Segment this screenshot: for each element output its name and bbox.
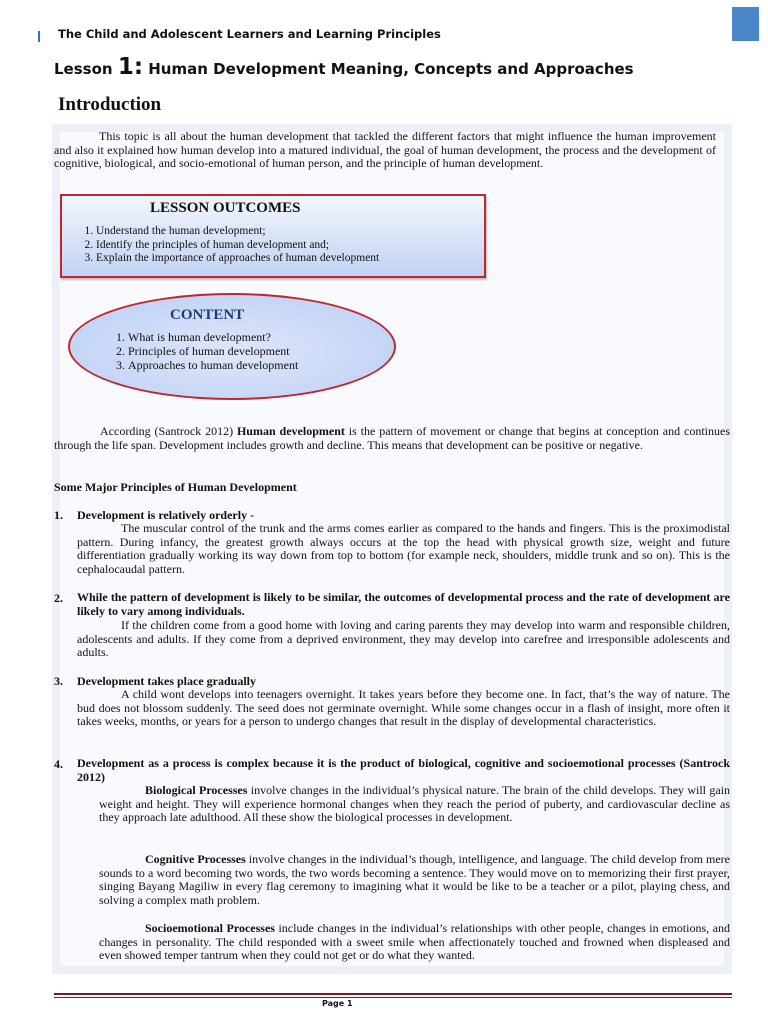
process-body: involve changes in the individual’s physical nature. The brain of the child develops. They will gain weight and height. They will experience hormonal changes when they reach the period of puberty, and cardiovascular decline as they approach late adulthood. All these show the biological processes in development.	[99, 783, 730, 825]
definition-term: Human development	[236, 424, 345, 438]
lesson-prefix: Lesson	[54, 60, 113, 78]
process-body: involve changes in the individual’s though, intelligence, and language. The child develop from mere sounds to a word becoming two words, the two words becoming a sentence. They would move on to memorizing their first prayer, singing Bayang Magiliw in every flag ceremony to imagining what it would be like to be a teacher or a pilot, playing chess, and solving a complex math problem.	[99, 852, 730, 907]
content-item: 1. What is human development?	[128, 330, 298, 344]
cognitive-processes-paragraph	[99, 853, 730, 907]
process-term: Socioemotional Processes	[145, 921, 275, 935]
content-item: 3. Approaches to human development	[128, 358, 298, 372]
lesson-number: 1:	[117, 54, 144, 80]
content-ellipse	[68, 293, 396, 400]
footer-rule-thin	[54, 997, 732, 998]
outcome-item: 3. Explain the importance of approaches of human development	[96, 252, 379, 266]
principle-body: A child wont develops into teenagers overnight. It takes years before they become one. In fact, that’s the way of nature. The bud does not blossom suddenly. The seed does not germinate overnight. While some changes occur in a flash of insight, more often it takes weeks, months, or years for a person to undergo changes that result in the display of developmental characteristics.	[77, 687, 730, 729]
footer-rule	[54, 993, 732, 995]
definition-after: is the pattern of movement or change that begins at conception and continues through the life span. Development includes growth and decline. This means that development can be positive or negative.	[54, 424, 730, 452]
principle-body: The muscular control of the trunk and the arms comes earlier as compared to the hands and fingers. This is the proximodistal pattern. During infancy, the greatest growth always occurs at the top the head with physical growth size, weight and future differentiation gradually working its way down from top to bottom (for example neck, shoulders, middle trunk and so on). This is the cephalocaudal pattern.	[77, 521, 730, 576]
biological-processes-paragraph	[99, 784, 730, 825]
principle-title: Development as a process is complex because it is the product of biological, cognitive and socioemotional processes (Santrock 2012)	[77, 756, 730, 784]
introduction-heading: Introduction	[58, 94, 162, 115]
process-term: Cognitive Processes	[145, 852, 246, 866]
lesson-title	[54, 54, 634, 80]
principle-title: Development takes place gradually	[77, 674, 256, 688]
introduction-paragraph: This topic is all about the human development that tackled the different factors that might influence the human improvement and also it explained how human develop into a matured individual, the goal of human development, the process and the development of cognitive, biological, and socio-emotional of human person, and the principle of human development.	[54, 129, 716, 171]
process-body: include changes in the individual’s relationships with other people, changes in emotions, and changes in personality. The child responded with a sweet smile when affectionately touched and frowned when displeased and even showed temper tantrum when they could not get or do what they wanted.	[99, 921, 730, 963]
process-term: Biological Processes	[145, 783, 248, 797]
principle-title: While the pattern of development is likely to be similar, the outcomes of developmental process and the rate of development are likely to vary among individuals.	[77, 590, 730, 618]
principle-number: 4.	[54, 757, 63, 771]
lesson-outcomes-list	[74, 225, 379, 266]
principle-number: 1.	[54, 508, 63, 522]
definition-paragraph	[54, 425, 730, 452]
outcome-item: 2. Identify the principles of human development and;	[96, 239, 379, 253]
lesson-outcomes-box	[60, 194, 486, 278]
principle-number: 2.	[54, 591, 63, 605]
page-number: Page 1	[322, 999, 353, 1008]
definition-before: According (Santrock 2012)	[100, 424, 237, 438]
header-bar-mark	[38, 31, 40, 42]
principles-heading: Some Major Principles of Human Development	[54, 480, 297, 494]
running-header: The Child and Adolescent Learners and Learning Principles	[58, 27, 441, 41]
socioemotional-processes-paragraph	[99, 922, 730, 963]
content-heading: CONTENT	[170, 307, 245, 323]
lesson-outcomes-heading: LESSON OUTCOMES	[150, 200, 301, 216]
corner-tab	[732, 7, 759, 41]
outcome-item: 1. Understand the human development;	[96, 225, 379, 239]
content-item: 2. Principles of human development	[128, 344, 298, 358]
content-list	[104, 330, 298, 372]
principle-body: If the children come from a good home with loving and caring parents they may develop into warm and responsible children, adolescents and adults. If they come from a deprived environment, they may develop into carefree and irresponsible adolescents and adults.	[77, 618, 730, 660]
lesson-title-text: Human Development Meaning, Concepts and Approaches	[148, 60, 634, 78]
principle-number: 3.	[54, 674, 63, 688]
principle-title: Development is relatively orderly -	[77, 508, 255, 522]
